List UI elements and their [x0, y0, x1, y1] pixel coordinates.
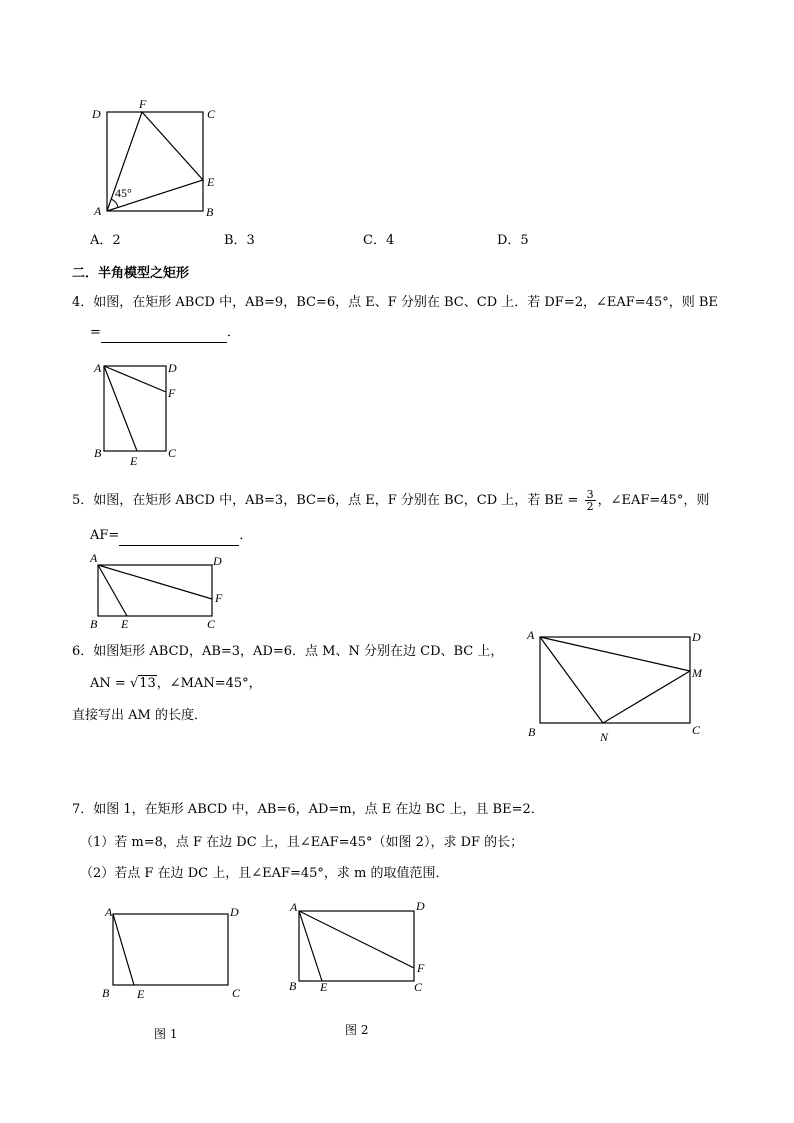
- q5-af-label: AF=: [90, 528, 120, 543]
- q3-option-d: D．5: [497, 233, 529, 248]
- q5-frac-den: 2: [586, 500, 594, 513]
- q4-label-f: F: [168, 386, 176, 400]
- q5-label-a: A: [90, 551, 98, 565]
- q3-option-c: C．4: [363, 233, 395, 248]
- q3-option-a: A．2: [90, 233, 121, 248]
- q6-label-a: A: [527, 628, 535, 642]
- q7-fig1-label-c: C: [232, 986, 241, 1000]
- q4-text-line1: 4．如图，在矩形 ABCD 中，AB=9，BC=6，点 E、F 分别在 BC、CD 上．若 DF=2，∠EAF=45°，则 BE: [72, 295, 718, 310]
- q4-label-c: C: [168, 446, 177, 460]
- q4-period: ．: [226, 325, 240, 340]
- q5-frac-num: 3: [586, 488, 594, 501]
- q6-label-b: B: [528, 725, 536, 739]
- q3-option-b: B．3: [224, 233, 255, 248]
- section-heading: 二．半角模型之矩形: [72, 266, 190, 281]
- q6-sqrt-value: 13: [139, 676, 156, 691]
- q7-fig2-label-b: B: [289, 979, 297, 993]
- q7-fig2-caption: 图 2: [345, 1023, 369, 1037]
- q7-fig2-label-e: E: [320, 980, 328, 994]
- q7-fig1-label-a: A: [105, 905, 113, 919]
- q5-text-a: 5．如图，在矩形 ABCD 中，AB=3，BC=6，点 E，F 分别在 BC，CD 上，若 BE =: [72, 493, 579, 508]
- q6-sqrt: √13: [129, 676, 156, 691]
- q5-label-f: F: [215, 591, 223, 605]
- q6-label-c: C: [692, 723, 701, 737]
- q7-fig2-label-a: A: [290, 900, 298, 914]
- fig3-label-f: F: [139, 97, 147, 111]
- fig3-label-d: D: [92, 107, 101, 121]
- q7-fig1-label-e: E: [137, 987, 145, 1001]
- q7-fig1-caption: 图 1: [154, 1027, 178, 1041]
- fig3-label-e: E: [207, 175, 215, 189]
- q4-label-b: B: [94, 446, 102, 460]
- q4-equals: =: [90, 325, 101, 340]
- fig3-label-c: C: [207, 107, 216, 121]
- q7-text-line1: 7．如图 1，在矩形 ABCD 中，AB=6，AD=m，点 E 在边 BC 上，且 BE=2．: [72, 802, 544, 817]
- q7-fig1-label-b: B: [102, 986, 110, 1000]
- q7-part2: （2）若点 F 在边 DC 上，且∠EAF=45°，求 m 的取值范围．: [80, 866, 449, 881]
- q6-label-m: M: [692, 666, 702, 680]
- q7-fig2-label-c: C: [414, 980, 423, 994]
- q5-text-b: ，∠EAF=45°，则: [597, 493, 710, 508]
- q5-label-c: C: [207, 617, 216, 631]
- q4-label-d: D: [168, 361, 177, 375]
- q5-label-e: E: [121, 617, 129, 631]
- q6-label-n: N: [600, 730, 609, 744]
- q5-label-b: B: [90, 617, 98, 631]
- q6-text-line3: 直接写出 AM 的长度．: [72, 708, 207, 723]
- q6-text-line1: 6．如图矩形 ABCD，AB=3，AD=6．点 M、N 分别在边 CD、BC 上，: [72, 644, 504, 659]
- fig3-label-a: A: [94, 204, 102, 218]
- q4-label-a: A: [94, 361, 102, 375]
- q4-label-e: E: [130, 454, 138, 468]
- q6-an-label: AN =: [90, 676, 126, 691]
- fig3-angle-label: 45°: [115, 186, 132, 200]
- q6-angle-text: ，∠MAN=45°，: [156, 676, 262, 691]
- q7-fig1-label-d: D: [230, 905, 239, 919]
- q7-fig2-label-d: D: [416, 899, 425, 913]
- q5-label-d: D: [213, 554, 222, 568]
- q5-period: ．: [239, 528, 253, 543]
- q6-label-d: D: [692, 630, 701, 644]
- q7-fig2-label-f: F: [417, 961, 425, 975]
- q7-part1: （1）若 m=8，点 F 在边 DC 上，且∠EAF=45°（如图 2），求 DF 的长；: [80, 835, 524, 850]
- fig3-label-b: B: [206, 205, 214, 219]
